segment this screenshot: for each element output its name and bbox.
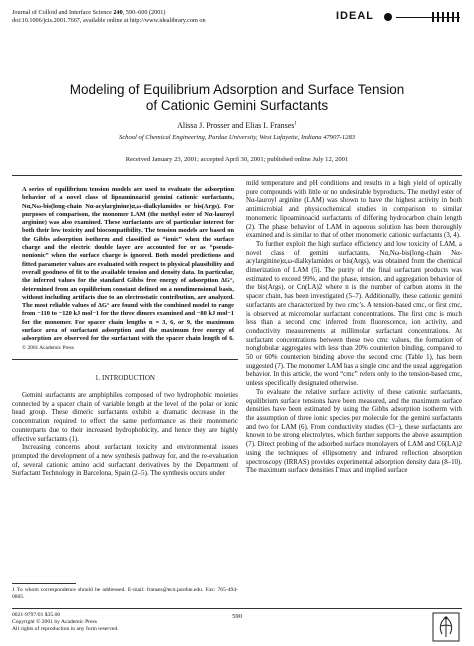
correspondence-footnote: 1 To whom correspondence should be addressed. E-mail: franses@ecn.purdue.edu. Fax: 765-494-0805. [12,587,238,600]
rights-statement: All rights of reproduction in any form reserved. [12,625,119,632]
barcode-icon [432,12,460,22]
footnote-divider [12,583,76,584]
title-line-2: of Cationic Gemini Surfactants [145,98,329,113]
ideal-logo-text: IDEAL [336,10,374,22]
author-line [30,121,444,130]
author-footnote-mark: 1 [294,121,297,127]
received-dates: Received January 23, 2001; accepted April 30, 2001; published online July 12, 2001 [125,156,349,163]
paragraph: To evaluate the relative surface activity of these cationic surfactants, equilibrium surface tensions have been measured, and the maximum surface densities have been estimated by using the Gibbs adsorption isotherm with the assumption of three ionic species per molecule for the gemini surfactants and two for LAM (6). From conductivity studies (Cl−), these surfactants are known to be strong electrolytes, which further supports the above assumption (7). Direct probing of the adsorbed surface monolayers of LAM and C6(LA)2 using the techniques of ellipsometry and infrared reflection absorption spectroscopy (IRRAS) provides experimental adsorption density data (8–10). The maximum surface densities Γmax and implied surface [246,388,462,475]
issn: 0021-9797/01 $35.00 [12,612,61,618]
ideal-dot-icon [384,13,392,21]
abstract-text: A series of equilibrium tension models are used to evaluate the adsorption behavior of a novel class of lipoaminoacid gemini cationic surfactants, Nα,Nω-bis(long-chain Nα-acylarginine)α,ω-dialkylamides or bis(Args). For purposes of comparison, the monomer LAM (the methyl ester of Nα-lauroyl arginine) was also examined. These surfactants are of particular interest for both their low toxicity and biocompatibility. The tension models are based on the Gibbs adsorption isotherm and classified as “ionic” when the surface charge and the electric double layer are accounted for or as “pseudo-nonionic” when the surface charge is ignored. Both model predictions and fitted parameter values are evaluated with respect to physical plausibility and overall goodness of fit to the available tension and density data. In particular, the inferred values for the standard Gibbs free energy of adsorption ΔG°, determined from an equilibrium constant defined on a nondimensional basis, without including artifacts due to an electrostatic contribution, are analyzed. The most reliable values of ΔG° are found with the combined model to range from −110 to −120 kJ mol−1 for the three dimers examined and −80 kJ mol−1 for the monomer. For spacer chain lengths n = 3, 6, or 9, the maximum surface area of surfactant adsorption and the maximum free energy of adsorption are observed for the surfactant with the spacer chain length of 6. [22,186,234,343]
paragraph: Increasing concerns about surfactant toxicity and environmental issues prompted the development of a new synthesis pathway for, and the re-evaluation of, several cationic amino acid surfactant derivatives by the Department of Surfactant Technology in Barcelona, Spain (2–5). The synthesis occurs under [12,444,238,478]
section-heading-introduction: 1. INTRODUCTION [95,374,155,382]
abstract-divider [12,359,238,360]
header-divider [12,175,462,176]
publisher-logo-icon [432,612,460,642]
right-column-text [246,180,462,476]
authors: Alissa J. Prosser and Elias I. Franses [177,121,295,130]
ideal-logo [336,10,460,24]
footer-divider [12,608,462,609]
copyright: Copyright © 2001 by Academic Press [12,618,97,625]
doi-line: doi:10.1006/jcis.2001.7667, available online at http://www.idealibrary.com on [12,17,206,24]
journal-name: Journal of Colloid and Interface Science [12,9,114,16]
paper-title [30,82,444,114]
journal-volume: 240 [113,9,123,16]
paragraph: To further exploit the high surface efficiency and low toxicity of LAM, a novel class of gemini surfactants, Nα,Nω-bis(long-chain Nα-acylarginine)α,ω-dialkylamides or bis(Args), was obtained from the chemical dimerization of LAM (5). The purity of the final surfactant products was estimated to exceed 99%, and the phase, tension, and aggregation behavior of the bis(Args), or Cn(LA)2 where n is the number of carbon atoms in the spacer chain, has been investigated (5–7). Additionally, these cationic gemini surfactants are characterized by two cmc’s. A tension-based cmc, or first cmc, is observed at micromolar surfactant concentrations. The first cmc is much less than a second cmc inferred from fluorescence, ion activity, and conductivity measurements at millimolar surfactant concentrations. At surfactant concentrations between these two cmc values, the formation of nonglobular aggregates with less than 20% counterion binding, compared to 50 or 60% counterion binding above the second cmc (Table 1), has been suggested (7). The monomer LAM has a single cmc and the usual aggregation behavior. In this article, the word “cmc” refers only to the tension-based cmc, unless specifically designated otherwise. [246,240,462,388]
page-number: 590 [232,613,242,620]
abstract-copyright: © 2001 Academic Press [22,344,74,351]
journal-pages: , 590–600 (2001) [122,9,166,16]
paragraph: mild temperature and pH conditions and results in a high yield of optically pure compounds with little or no undesirable byproducts. The methyl ester of Nα-lauroyl arginine (LAM) was shown to have the highest activity in both antimicrobial and physicochemical studies in comparison to similar monomeric lipoaminoacid surfactants of differing hydrocarbon chain length (2). The phase behavior of LAM in aqueous solution has been thoroughly examined and is similar to that of other monomeric cationic surfactants (3, 4). [246,180,462,240]
affiliation: School of Chemical Engineering, Purdue University, West Lafayette, Indiana 47907-1283 [118,134,356,141]
paragraph: Gemini surfactants are amphiphiles composed of two hydrophobic moieties connected by a spacer chain of variable length at the level of the polar or ionic head group. These dimeric surfactants exhibit a dramatic decrease in the concentration required to effect the same performance as their monomeric counterparts due to their increased hydrophobicity, and hence they are highly effective surfactants (1). [12,392,238,443]
copyright-block [12,612,212,632]
left-column-text [12,392,238,479]
abstract [22,186,234,352]
title-line-1: Modeling of Equilibrium Adsorption and Surface Tension [69,82,405,97]
journal-citation [12,9,252,25]
